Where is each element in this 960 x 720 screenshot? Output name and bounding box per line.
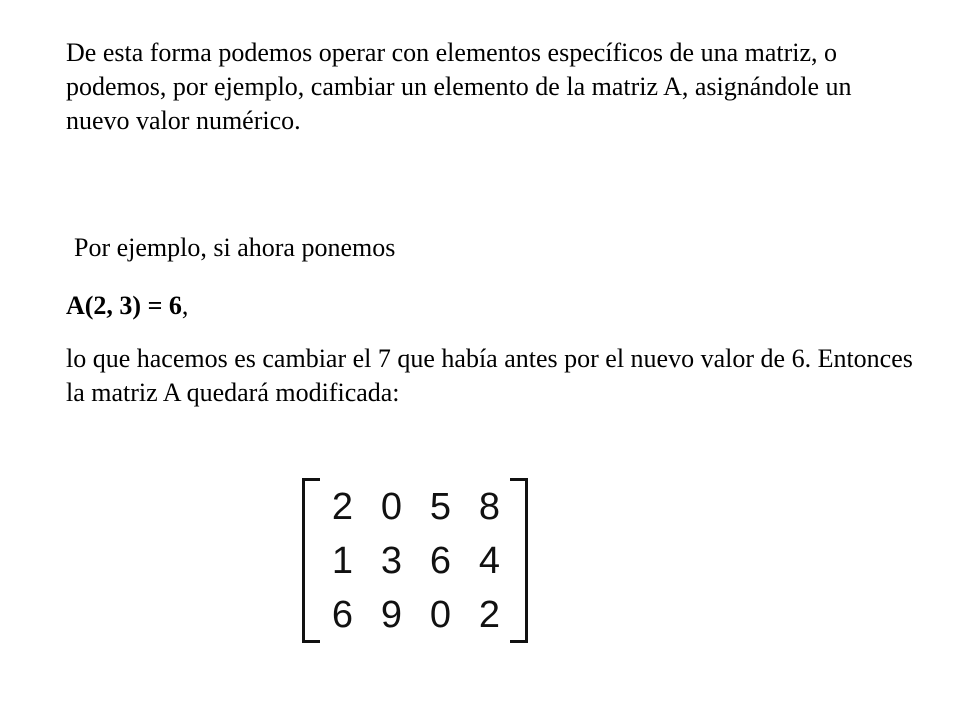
matrix	[296, 466, 532, 656]
matrix-cell: 3	[380, 539, 403, 582]
assignment-trail: ,	[181, 291, 189, 320]
explanation-paragraph: lo que hacemos es cambiar el 7 que había antes por el nuevo valor de 6. Entonces la matriz A quedará modificada:	[66, 344, 913, 407]
matrix-cell: 5	[429, 485, 452, 528]
assignment-expression: A(2, 3) = 6	[66, 291, 182, 320]
matrix-cell: 2	[478, 593, 501, 636]
matrix-cell: 6	[331, 593, 354, 636]
matrix-grid	[318, 480, 514, 642]
matrix-cell: 1	[331, 539, 354, 582]
matrix-cell: 6	[429, 539, 452, 582]
assignment-line	[66, 289, 918, 323]
matrix-cell: 8	[478, 485, 501, 528]
matrix-cell: 0	[429, 593, 452, 636]
matrix-cell: 2	[331, 485, 354, 528]
intro-paragraph: De esta forma podemos operar con elementos específicos de una matriz, o podemos, por ejemplo, cambiar un elemento de la matriz A, asignándole un nuevo valor numérico.	[66, 38, 852, 135]
matrix-cell: 0	[380, 485, 403, 528]
example-intro: Por ejemplo, si ahora ponemos	[74, 233, 396, 262]
matrix-cell: 4	[478, 539, 501, 582]
matrix-cell: 9	[380, 593, 403, 636]
